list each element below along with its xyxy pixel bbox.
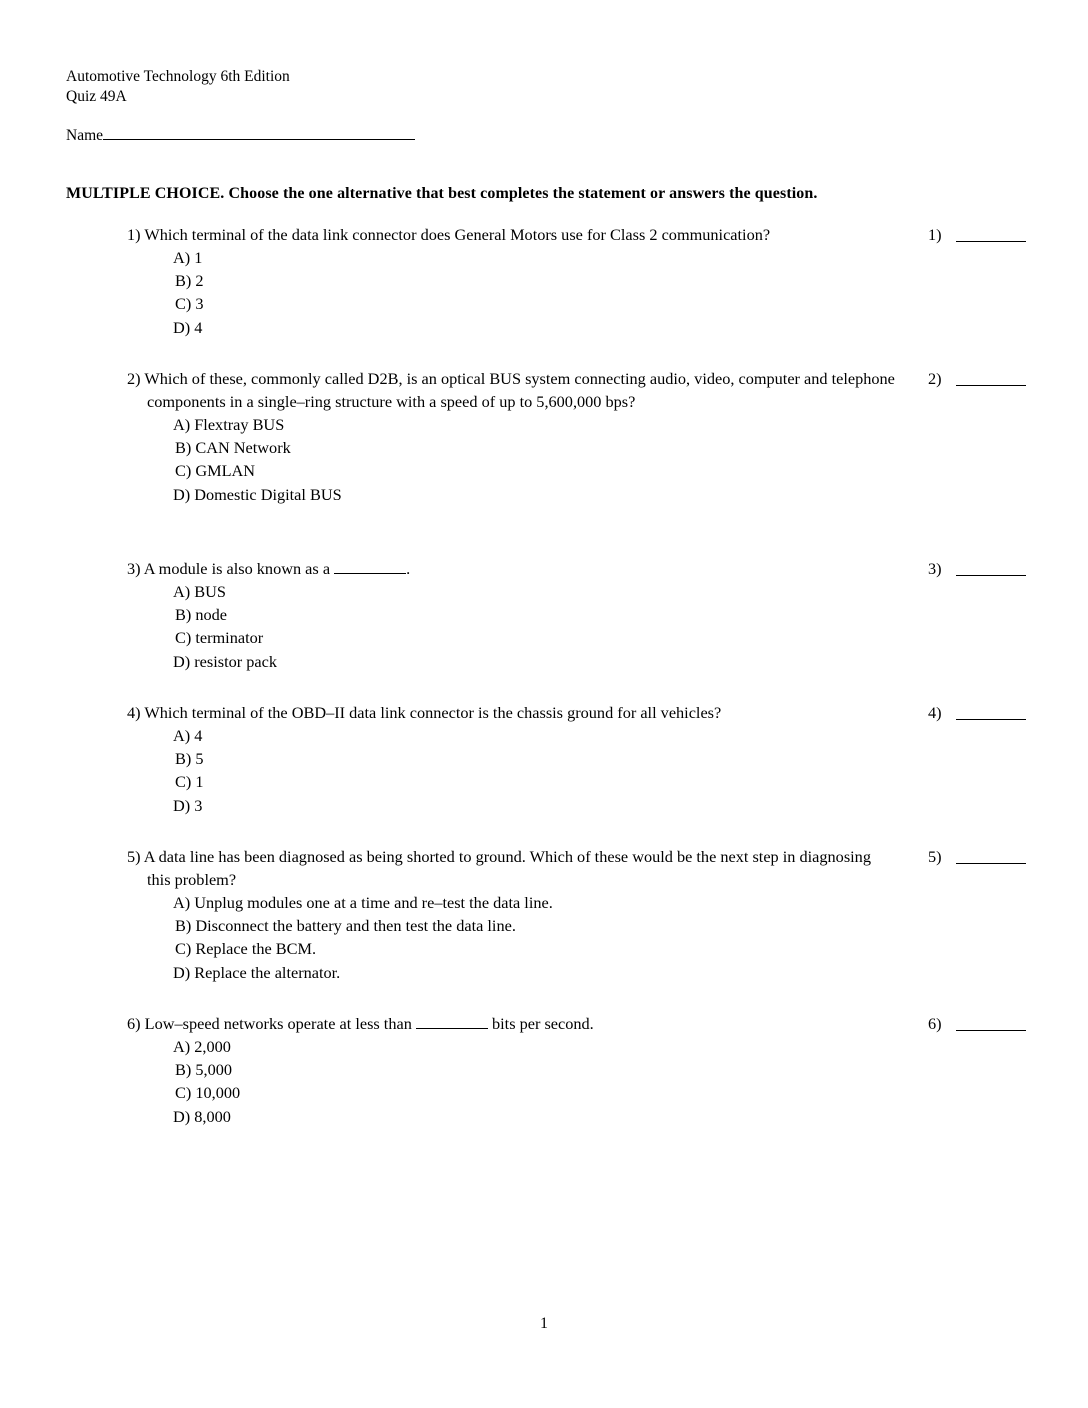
option-d: D) 3 [173,795,203,815]
question-text: 1) Which terminal of the data link connector does General Motors use for Class 2 communication? [127,225,771,244]
option-d: D) 4 [173,317,203,337]
question-text: 6) Low–speed networks operate at less than bits per second. [127,1014,594,1033]
option-b: B) node [175,605,227,625]
option-a: A) Unplug modules one at a time and re–test the data line. [173,893,553,912]
option-c: C) 3 [175,294,204,314]
question-text: 3) A module is also known as a . [127,559,411,578]
question-2 [127,367,902,506]
option-a: A) Flextray BUS [173,415,285,434]
answer-blank-6[interactable] [928,1012,1038,1035]
question-3 [127,557,917,673]
option-d: D) 8,000 [173,1106,231,1126]
answer-label: 3) [928,559,942,578]
option-b: B) 5 [175,749,204,769]
option-a: A) 1 [173,248,203,267]
option-b: B) 2 [175,271,204,291]
name-field[interactable] [66,125,415,146]
question-6 [127,1012,917,1128]
option-c: C) GMLAN [175,461,256,481]
option-d: D) Domestic Digital BUS [173,484,342,504]
question-text: 2) Which of these, commonly called D2B, is an optical BUS system connecting audio, video, computer and telephone components in a single–ring structure with a speed of up to 5,600,000 bps? [127,369,895,411]
question-4 [127,701,917,817]
answer-line[interactable] [956,863,1026,864]
question-text: 5) A data line has been diagnosed as being shorted to ground. Which of these would be the next step in diagnosing this problem? [127,847,871,889]
fill-in-blank [416,1013,488,1029]
answer-blank-1[interactable] [928,223,1038,246]
answer-line[interactable] [956,241,1026,242]
course-title: Automotive Technology 6th Edition [66,68,290,85]
answer-line[interactable] [956,1030,1026,1031]
answer-blank-5[interactable] [928,845,1038,868]
option-c: C) Replace the BCM. [175,939,317,959]
option-b: B) CAN Network [175,438,291,458]
name-label: Name [66,127,104,144]
option-c: C) 10,000 [175,1083,241,1103]
option-a: A) 4 [173,726,203,745]
answer-line[interactable] [956,719,1026,720]
option-b: B) Disconnect the battery and then test the data line. [175,916,516,936]
answer-label: 6) [928,1014,942,1033]
answer-line[interactable] [956,575,1026,576]
question-1 [127,223,917,339]
answer-label: 4) [928,703,942,722]
name-blank-line[interactable] [103,125,415,140]
answer-blank-2[interactable] [928,367,1038,390]
quiz-title: Quiz 49A [66,88,127,105]
question-text: 4) Which terminal of the OBD–II data link connector is the chassis ground for all vehicles? [127,703,722,722]
option-a: A) BUS [173,582,226,601]
option-c: C) terminator [175,628,264,648]
option-b: B) 5,000 [175,1060,232,1080]
option-c: C) 1 [175,772,204,792]
page-number: 1 [540,1315,548,1332]
fill-in-blank [334,558,406,574]
answer-label: 1) [928,225,942,244]
answer-label: 2) [928,369,942,388]
answer-label: 5) [928,847,942,866]
question-5 [127,845,897,984]
option-d: D) resistor pack [173,651,277,671]
answer-line[interactable] [956,385,1026,386]
answer-blank-4[interactable] [928,701,1038,724]
option-a: A) 2,000 [173,1037,231,1056]
instructions-heading: MULTIPLE CHOICE. Choose the one alternative that best completes the statement or answers the question. [66,185,818,202]
answer-blank-3[interactable] [928,557,1038,580]
option-d: D) Replace the alternator. [173,962,341,982]
